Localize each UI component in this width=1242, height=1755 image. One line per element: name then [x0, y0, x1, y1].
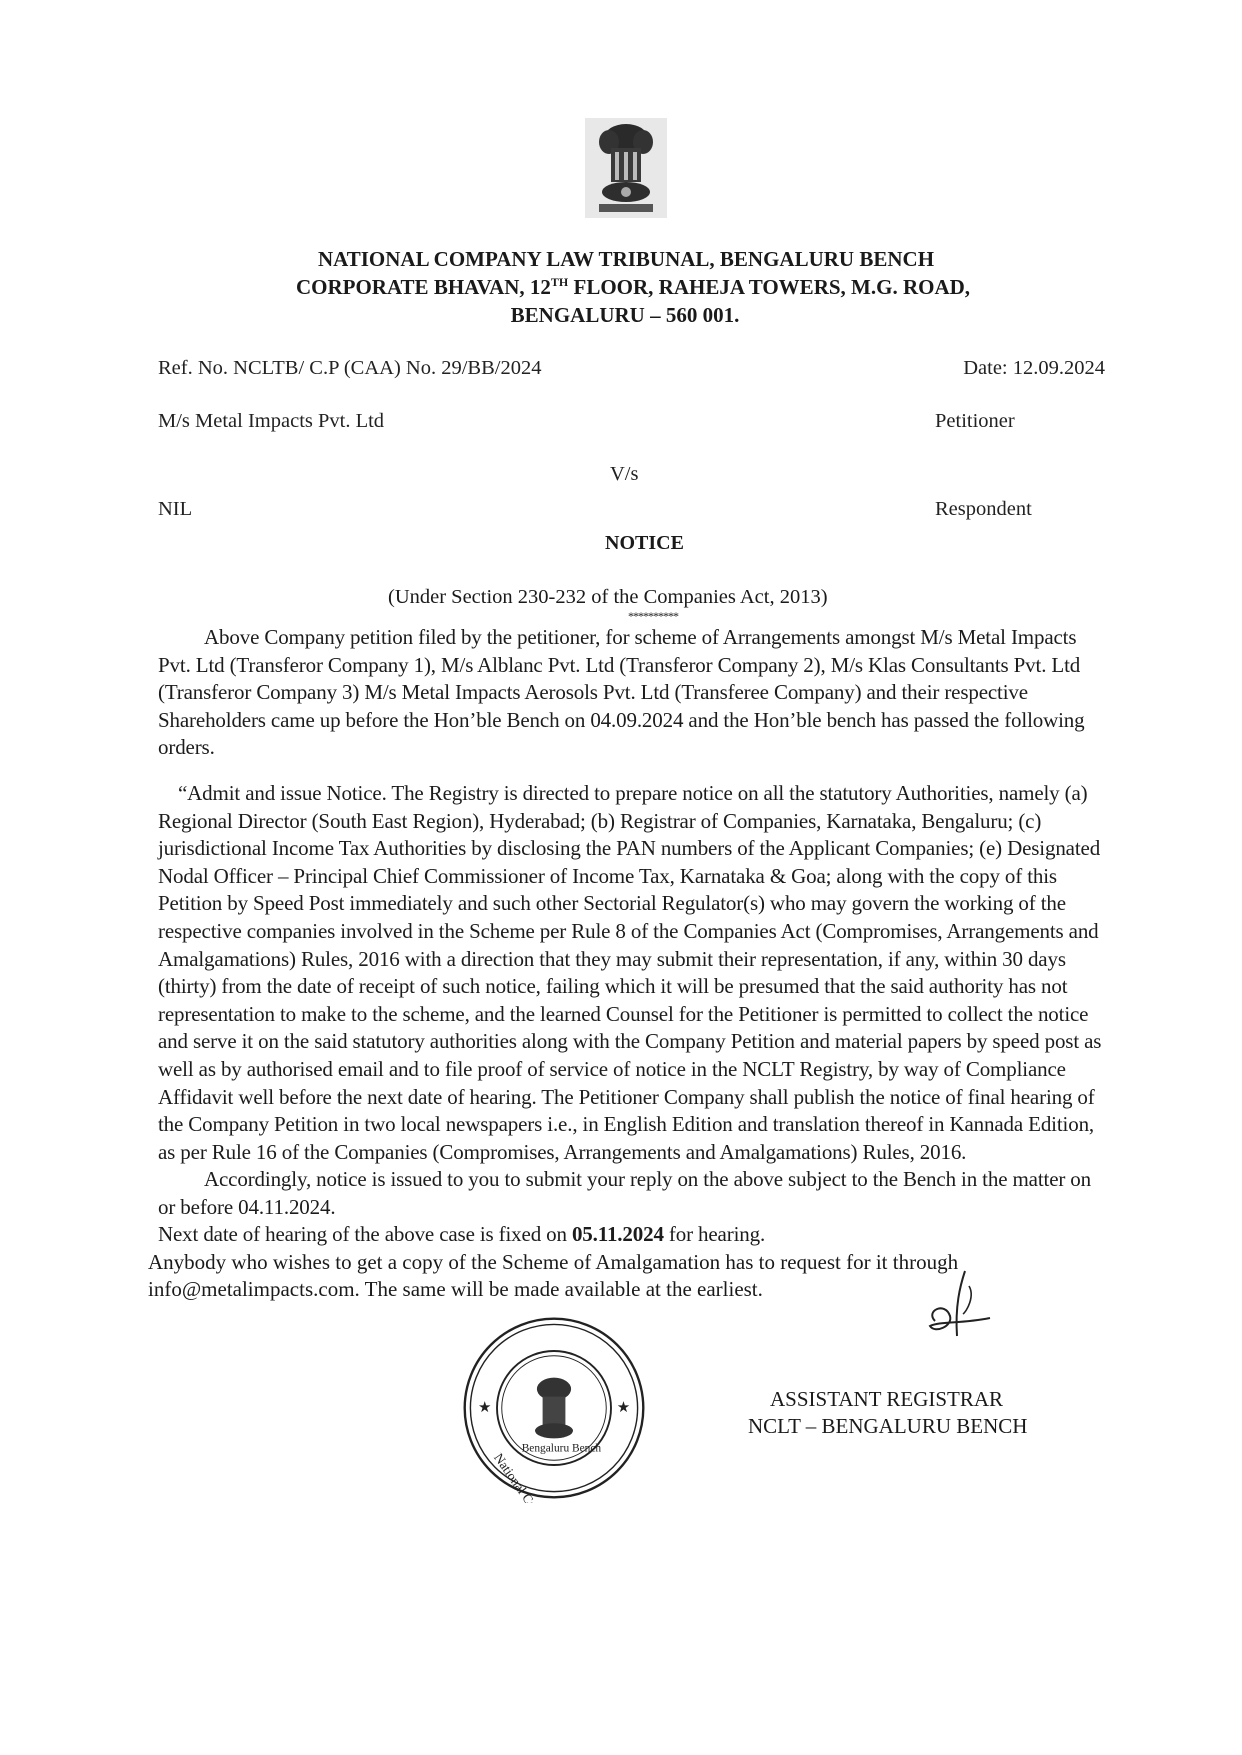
floor-suffix: TH	[550, 275, 569, 289]
petitioner-row	[0, 408, 1242, 434]
respondent-label: Respondent	[935, 498, 1032, 520]
hearing-text: for hearing.	[663, 1222, 766, 1247]
official-seal-icon	[456, 1313, 652, 1503]
address-part: CORPORATE BHAVAN, 12	[295, 275, 551, 299]
reference-number: Ref. No. NCLTB/ C.P (CAA) No. 29/BB/2024	[158, 357, 542, 379]
notice-title: NOTICE	[605, 532, 684, 554]
seal-inner-text: Bengaluru Bench	[521, 1442, 602, 1455]
paragraph-reply-deadline: Accordingly, notice is issued to you to submit your reply on the above subject to the Bench in the matter on or before 04.11.2024.	[158, 1167, 1092, 1219]
tribunal-city: BENGALURU – 560 001.	[510, 303, 740, 327]
statutory-section: (Under Section 230-232 of the Companies Act, 2013)	[388, 586, 828, 608]
versus-label: V/s	[610, 463, 639, 485]
signatory-title: ASSISTANT REGISTRAR	[770, 1387, 1004, 1412]
respondent-row	[0, 496, 1242, 522]
svg-text:★: ★	[616, 1398, 631, 1416]
reference-row	[0, 355, 1242, 381]
hearing-text: Next date of hearing of the above case is fixed on	[158, 1222, 572, 1247]
address-part: FLOOR, RAHEJA TOWERS, M.G. ROAD,	[568, 275, 971, 299]
versus-row	[0, 461, 1242, 487]
seal-outer-text	[491, 1450, 605, 1503]
petitioner-name: M/s Metal Impacts Pvt. Ltd	[158, 410, 385, 432]
paragraph-next-hearing	[158, 1221, 1093, 1249]
separator: **********	[628, 609, 678, 623]
svg-text:★: ★	[478, 1398, 492, 1416]
paragraph-scheme-copy: Anybody who wishes to get a copy of the Scheme of Amalgamation has to request for it through info@metalimpacts.com. The same will be made available at the earliest.	[148, 1250, 959, 1302]
paragraph-order: “Admit and issue Notice. The Registry is directed to prepare notice on all the statutory Authorities, namely (a) Regional Director (South East Region), Hyderabad; (b) Registrar of Companies, Karnataka, Bengaluru; (c) jurisdictional Income Tax Authorities by disclosing the PAN numbers of the Applicant Companies; (e) Designated Nodal Officer – Principal Chief Commissioner of Income Tax, Karnataka & Goa; along with the copy of this Petition by Speed Post immediately and such other Sectorial Regulator(s) who may govern the working of the respective companies involved in the Scheme per Rule 8 of the Companies Act (Compromises, Arrangements and Amalgamations) Rules, 2016 with a direction that they may submit their representation, if any, within 30 days (thirty) from the date of receipt of such notice, failing which it will be presumed that the said authority has not representation to make to the scheme, and the learned Counsel for the Petitioner is permitted to collect the notice and serve it on the said statutory authorities along with the Company Petition and material papers by speed post as well as by authorised email and to file proof of service of notice in the NCLT Registry, by way of Compliance Affidavit well before the next date of hearing. The Petitioner Company shall publish the notice of final hearing of the Company Petition in two local newspapers i.e., in English Edition and translation thereof in Kannada Edition, as per Rule 16 of the Companies (Compromises, Arrangements and Amalgamations) Rules, 2016.	[158, 780, 1102, 1164]
notice-date: Date: 12.09.2024	[963, 357, 1105, 379]
signature-icon	[905, 1266, 995, 1346]
respondent-name: NIL	[158, 498, 193, 520]
national-emblem-icon	[585, 118, 667, 218]
signature-block	[0, 1303, 1242, 1503]
paragraph-petition: Above Company petition filed by the petitioner, for scheme of Arrangements amongst M/s Metal Impacts Pvt. Ltd (Transferor Company 1), M/s Alblanc Pvt. Ltd (Transferor Company 2), M/s Klas Consultants Pvt. Ltd (Transferor Company 3) M/s Metal Impacts Aerosols Pvt. Ltd (Transferee Company) and their respective Shareholders came up before the Hon’ble Bench on 04.09.2024 and the Hon’ble bench has passed the following orders.	[158, 625, 1085, 760]
petitioner-label: Petitioner	[935, 410, 1015, 432]
tribunal-name: NATIONAL COMPANY LAW TRIBUNAL, BENGALURU BENCH	[317, 247, 935, 271]
hearing-date: 05.11.2024	[571, 1222, 664, 1247]
signatory-bench: NCLT – BENGALURU BENCH	[748, 1414, 1028, 1439]
tribunal-address-line	[0, 273, 1242, 301]
